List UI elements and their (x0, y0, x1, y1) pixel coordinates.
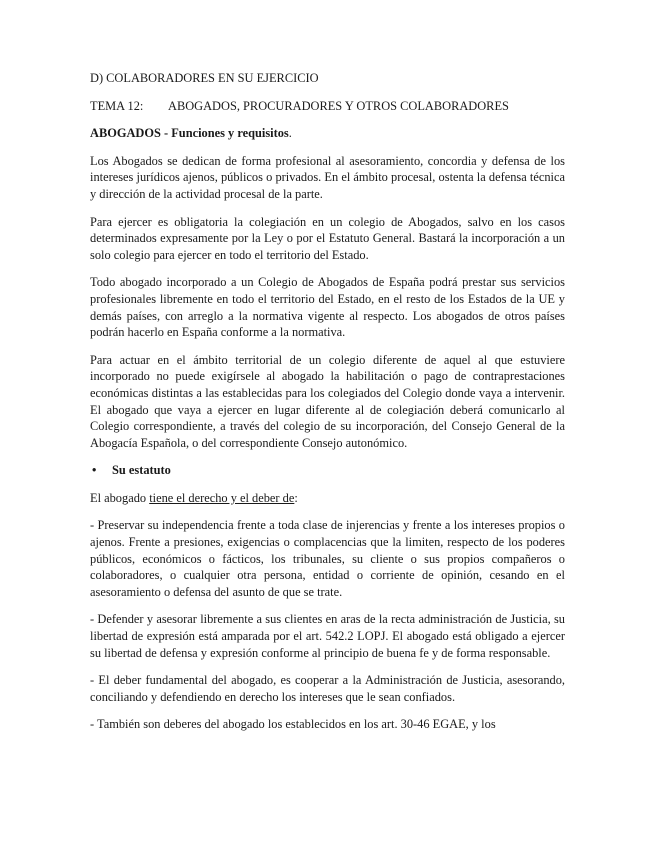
topic-number: TEMA 12: (90, 98, 144, 113)
statute-item: - Defender y asesorar libremente a sus clientes en aras de la recta administración de Justicia, su libertad de expresión está amparada por el art. 542.2 LOPJ. El abogado está obligado a ejercer su libertad de defensa y expresión conforme al principio de buena fe y de forma responsable. (90, 612, 565, 660)
paragraph: Los Abogados se dedican de forma profesional al asesoramiento, concordia y defensa de los intereses jurídicos ajenos, públicos o privados. En el ámbito procesal, ostenta la defensa técnica y dirección de la actividad procesal de la parte. (90, 153, 565, 201)
bullet-heading (90, 462, 565, 479)
section-title: D) COLABORADORES EN SU EJERCICIO (90, 71, 319, 85)
paragraph: Para actuar en el ámbito territorial de un colegio diferente de aquel al que estuviere incorporado no puede exigírsele al abogado la habilitación o pago de contraprestaciones económicas distintas a las establecidas para los colegiados del Colegio donde vaya a intervenir. El abogado que vaya a ejercer en lugar diferente al de colegiación deberá comunicarlo al Colegio correspondiente, a través del colegio de su incorporación, del Consejo General de la Abogacía Española, o del correspondiente Consejo autonómico. (90, 352, 565, 450)
subheading-tail: . (288, 126, 292, 141)
statute-intro (90, 490, 565, 507)
statute-item: - También son deberes del abogado los establecidos en los art. 30-46 EGAE, y los (90, 717, 496, 732)
statute-intro-suffix: : (294, 490, 298, 505)
paragraph: Para ejercer es obligatoria la colegiación en un colegio de Abogados, salvo en los casos determinados expresamente por la Ley o por el Estatuto General. Bastará la incorporación a un solo colegio para ejercer en todo el territorio del Estado. (90, 214, 565, 262)
statute-intro-prefix: El abogado (90, 490, 150, 505)
topic-heading (90, 98, 565, 115)
statute-item: - Preservar su independencia frente a toda clase de injerencias y frente a los intereses propios o ajenos. Frente a presiones, exigencias o complacencias que la limiten, respecto de los poderes públicos, económicos o fácticos, los tribunales, su cliente o sus propios compañeros o colaboradores, o cualquier otra persona, entidad o corriente de opinión, cesando en el asesoramiento o defensa del asunto de que se trate. (90, 518, 565, 599)
paragraph: Todo abogado incorporado a un Colegio de Abogados de España podrá prestar sus servicios profesionales libremente en todo el territorio del Estado, en el resto de los Estados de la UE y demás países, con arreglo a la normativa vigente al respecto. Los abogados de otros países podrán hacerlo en España conforme a la normativa. (90, 275, 565, 340)
document-page (90, 70, 565, 744)
bullet-heading-text: Su estatuto (112, 463, 171, 478)
subheading (90, 125, 565, 142)
bullet-icon: • (92, 463, 97, 478)
subheading-bold: ABOGADOS - Funciones y requisitos (90, 126, 289, 141)
statute-item: - El deber fundamental del abogado, es cooperar a la Administración de Justicia, asesorando, conciliando y defendiendo en derecho los intereses que le sean confiados. (90, 673, 565, 704)
statute-intro-underlined: tiene el derecho y el deber de (149, 490, 295, 505)
topic-title: ABOGADOS, PROCURADORES Y OTROS COLABORADORES (168, 98, 509, 113)
